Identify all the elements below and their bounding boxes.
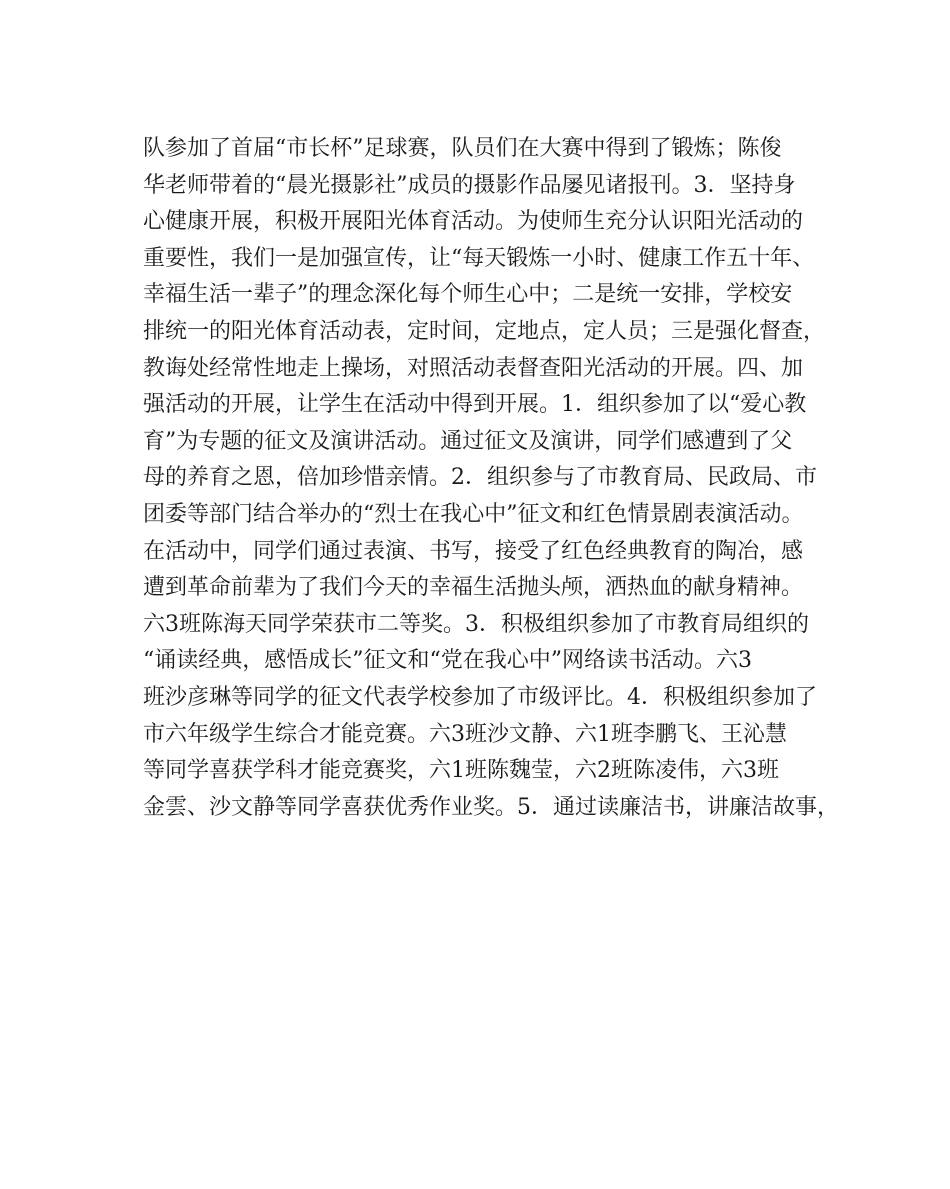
text-line-3: 心健康开展，积极开展阳光体育活动。为使师生充分认识阳光活动的 [143,209,804,235]
text-line-6: 排统一的阳光体育活动表，定时间，定地点，定人员；三是强化督查， [143,318,826,344]
text-line-12: 在活动中，同学们通过表演、书写，接受了红色经典教育的陶冶，感 [143,538,804,564]
text-line-1: 队参加了首届“市长杯”足球赛，队员们在大赛中得到了锻炼；陈俊 [143,136,782,161]
text-line-4: 重要性，我们一是加强宣传，让“每天锻炼一小时、健康工作五十年、 [143,245,815,271]
text-line-10: 母的养育之恩，倍加珍惜亲情。2．组织参与了市教育局、民政局、市 [143,465,817,491]
text-line-18: 等同学喜获学科才能竞赛奖，六1班陈魏莹，六2班陈凌伟，六3班 [143,758,779,784]
text-line-8: 强活动的开展，让学生在活动中得到开展。1．组织参加了以“爱心教 [143,392,807,418]
text-line-14: 六3班陈海天同学荣获市二等奖。3．积极组织参加了市教育局组织的 [143,611,809,637]
text-line-2: 华老师带着的“晨光摄影社”成员的摄影作品屡见诸报刊。3．坚持身 [143,172,796,198]
text-line-9: 育”为专题的征文及演讲活动。通过征文及演讲，同学们感遭到了父 [143,428,793,454]
text-line-11: 团委等部门结合举办的“烈士在我心中”征文和红色情景剧表演活动。 [143,501,804,527]
text-line-5: 幸福生活一辈子”的理念深化每个师生心中；二是统一安排，学校安 [143,282,793,308]
text-line-7: 教诲处经常性地走上操场，对照活动表督查阳光活动的开展。四、加 [143,355,804,381]
text-line-13: 遭到革命前辈为了我们今天的幸福生活抛头颅，洒热血的献身精神。 [143,575,804,601]
text-line-19: 金雲、沙文静等同学喜获优秀作业奖。5．通过读廉洁书，讲廉洁故事， [143,794,839,820]
body-text [143,131,839,826]
text-line-15: “诵读经典，感悟成长”征文和“党在我心中”网络读书活动。六3 [143,648,752,674]
text-line-17: 市六年级学生综合才能竞赛。六3班沙文静、六1班李鹏飞、王沁慧 [143,721,787,747]
text-line-16: 班沙彦琳等同学的征文代表学校参加了市级评比。4．积极组织参加了 [143,684,817,710]
